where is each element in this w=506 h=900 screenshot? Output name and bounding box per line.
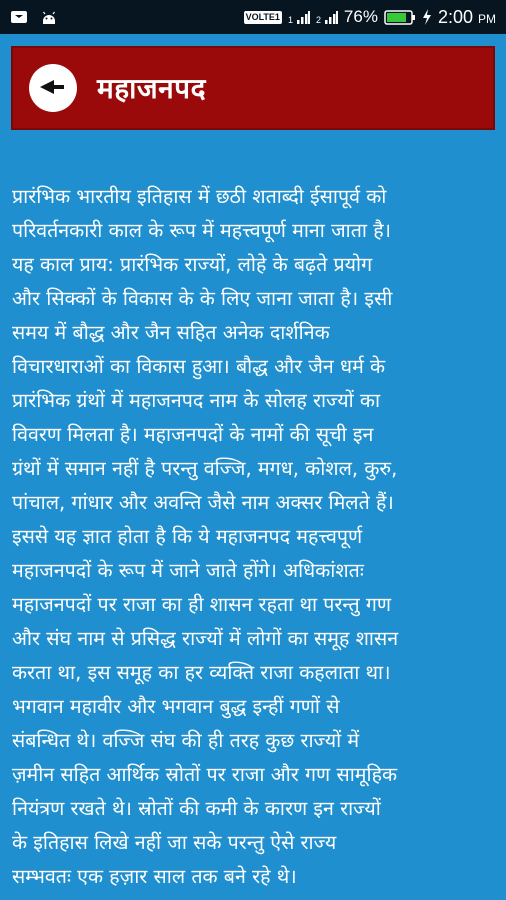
volte-badge: VOLTE1 xyxy=(245,11,280,22)
svg-text:1: 1 xyxy=(287,15,293,25)
back-arrow-icon xyxy=(40,79,66,98)
clock-time: 2:00 xyxy=(437,6,473,27)
article-text: प्रारंभिक भारतीय इतिहास में छठी शताब्दी ईसापूर्व को परिवर्तनकारी काल के रूप में महत्त्वपूर्ण माना जाता है। यह काल प्राय: प्रारंभिक राज्यों, लोहे के बढ़ते प्रयोग और सिक्कों के विकास के के लिए जाना जाता है। इसी समय में बौद्ध और जैन सहित अनेक दार्शनिक विचारधाराओं का विकास हुआ। बौद्ध और जैन धर्म के प्रारंभिक ग्रंथों में महाजनपद नाम के सोलह राज्यों का विवरण मिलता है। महाजनपदों के नामों की सूची इन ग्रंथों में समान नहीं है परन्तु वज्जि, मगध, कोशल, कुरु, पांचाल, गांधार और अवन्ति जैसे नाम अक्सर मिलते हैं। इससे यह ज्ञात होता है कि ये महाजनपद महत्त्वपूर्ण महाजनपदों के रूप में जाने जाते होंगे। अधिकांशतः महाजनपदों पर राजा का ही शासन रहता था परन्तु गण और संघ नाम से प्रसिद्ध राज्यों में लोगों का समूह शासन करता था, इस समूह का हर व्यक्ति राजा कहलाता था। भगवान महावीर और भगवान बुद्ध इन्हीं गणों से संबन्धित थे। वज्जि संघ की ही तरह कुछ राज्यों में ज़मीन सहित आर्थिक स्रोतों पर राजा और गण सामूहिक नियंत्रण रखते थे। स्रोतों की कमी के कारण इन राज्यों के इतिहास लिखे नहीं जा सके परन्तु ऐसे राज्य सम्भवतः एक हज़ार साल तक बने रहे थे। xyxy=(12,185,399,888)
battery-icon xyxy=(384,10,416,25)
signal-icon xyxy=(288,9,310,25)
svg-text:2: 2 xyxy=(315,15,321,25)
status-right xyxy=(244,7,496,28)
clock xyxy=(438,7,496,28)
android-icon xyxy=(40,9,58,25)
battery-percent: 76% xyxy=(343,7,378,26)
notification-icon xyxy=(10,9,28,25)
signal-icon-2 xyxy=(316,9,338,25)
back-button[interactable] xyxy=(29,64,77,112)
page-title: महाजनपद xyxy=(97,72,206,105)
status-left xyxy=(10,9,58,25)
status-bar xyxy=(0,0,506,34)
header-panel xyxy=(11,46,495,130)
clock-period: PM xyxy=(478,11,496,26)
charging-icon xyxy=(422,9,432,25)
